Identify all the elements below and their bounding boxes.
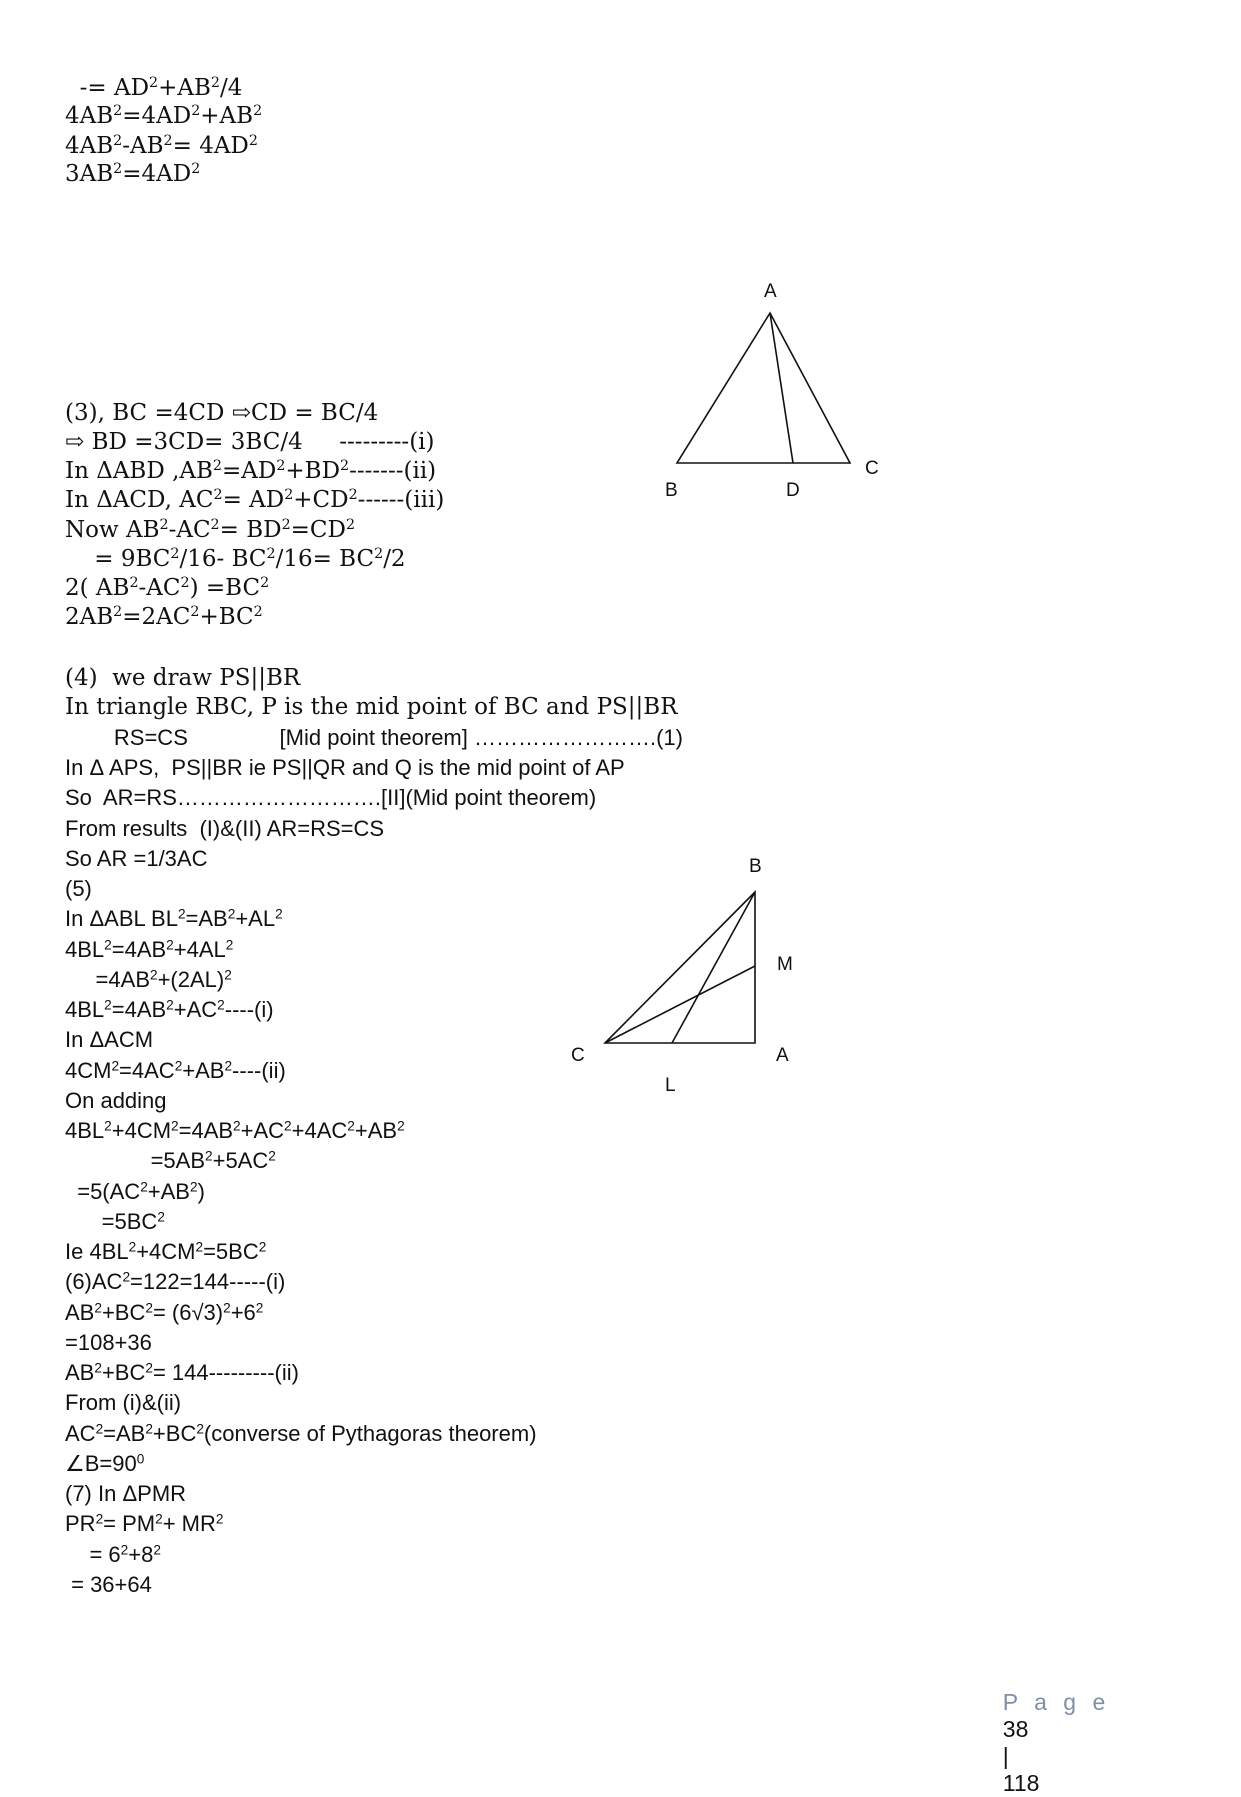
text-line: ⇨ BD =3CD= 3BC/4 ---------(i) — [65, 429, 435, 455]
text-line: = 36+64 — [65, 1572, 152, 1597]
text-line: In Δ APS, PS||BR ie PS||QR and Q is the mid point of AP — [65, 755, 625, 780]
triangle-abd-figure — [650, 270, 900, 510]
total-pages: 118 — [1002, 1770, 1040, 1796]
point-label-d: D — [786, 480, 800, 501]
text-line: =108+36 — [65, 1330, 152, 1355]
text-line: From results (I)&(II) AR=RS=CS — [65, 816, 385, 841]
text-line: RS=CS [Mid point theorem] …………………….(1) — [65, 725, 683, 750]
text-line: = $6^2+8^2$ — [65, 1542, 161, 1567]
text-line: $4AB^2=4AD^2+AB^2$ — [65, 103, 263, 129]
text-line: $4BL^2=4AB^2+4AL^2$ — [65, 937, 234, 962]
text-line: In triangle RBC, P is the mid point of BC and PS||BR — [65, 694, 678, 720]
text-line: $=5AB^2+5AC^2$ — [65, 1148, 276, 1173]
vertex-label-c: C — [865, 458, 879, 479]
footer-separator: | — [1002, 1743, 1009, 1769]
page-footer — [990, 1662, 1110, 1797]
triangle-cab — [605, 892, 755, 1043]
text-line: In ΔACD, $AC^2= AD^2+CD^2------(iii)$ — [65, 487, 445, 513]
text-line: $4BL^2+4CM^2=4AB^2+AC^2+4AC^2+AB^2$ — [65, 1118, 405, 1143]
text-line: On adding — [65, 1088, 167, 1113]
text-line: So AR=RS……………………….[II](Mid point theorem) — [65, 785, 597, 810]
text-line: $=5(AC^2+AB^2)$ — [65, 1179, 205, 1204]
text-line: $AB^2+BC^2= (6√3)^2+6^2$ — [65, 1300, 264, 1325]
text-line: (7) In ΔPMR — [65, 1481, 187, 1506]
text-line: $AC^2=AB^2+BC^2(converse$ of Pythagoras theorem) — [65, 1421, 537, 1446]
text-line: $PR^2= PM^2+ MR^2$ — [65, 1511, 224, 1536]
text-line: 2( $AB^2-AC^2) =BC^2$ — [65, 575, 270, 601]
median-cm — [605, 966, 755, 1043]
text-line: $4AB^2-AB^2= 4AD^2$ — [65, 133, 258, 159]
text-line: $3AB^2=4AD^2$ — [65, 161, 201, 187]
page-word: P a g e — [1002, 1689, 1111, 1715]
text-line: $2AB^2=2AC^2+BC^2$ — [65, 604, 263, 630]
text-line: $4BL^2=4AB^2+AC^2----(i)$ — [65, 997, 274, 1022]
text-line: In ΔACM — [65, 1027, 154, 1052]
text-line: So AR =1/3AC — [65, 846, 208, 871]
text-line: Ie $4BL^2+4CM^2=5BC^2$ — [65, 1239, 267, 1264]
text-line: In ΔABD $,AB^2=AD^2+BD^2-------(ii)$ — [65, 458, 437, 484]
text-line: $=5BC^2$ — [65, 1209, 165, 1234]
vertex-label-c: C — [571, 1045, 585, 1066]
text-line: In ΔABL $BL^2=AB^2+AL^2$ — [65, 906, 283, 931]
median-bl — [672, 892, 755, 1043]
vertex-label-b: B — [749, 856, 762, 877]
triangle-abc — [677, 313, 850, 463]
text-line: $AB^2+BC^2= 144---------(ii)$ — [65, 1360, 299, 1385]
text-line: From (i)&(ii) — [65, 1390, 182, 1415]
text-line: Now $AB^2-AC^2= BD^2=CD^2$ — [65, 517, 356, 543]
text-line: $4CM^2=4AC^2+AB^2----(ii)$ — [65, 1058, 286, 1083]
text-line: $\angle B=90^0$ — [65, 1451, 145, 1476]
text-line: = $9BC^2/16-$ $BC^2/16= BC^2/2$ — [65, 546, 406, 572]
text-line: $=4AB^2+(2AL)^2$ — [65, 967, 232, 992]
vertex-label-a: A — [776, 1045, 789, 1066]
text-line: (3), BC =4CD ⇨CD = BC/4 — [65, 400, 379, 426]
text-line: (4) we draw PS||BR — [65, 665, 301, 691]
text-line: $(6)AC^2=122=144-----(i)$ — [65, 1269, 286, 1294]
point-label-l: L — [665, 1075, 676, 1096]
text-line: -= $AD^2+AB^2/4$ — [65, 75, 243, 101]
vertex-label-b: B — [665, 480, 678, 501]
text-line: (5) — [65, 876, 92, 901]
vertex-label-a: A — [764, 281, 777, 302]
page-number: 38 — [1002, 1716, 1029, 1742]
right-triangle-figure — [555, 850, 815, 1100]
point-label-m: M — [777, 954, 793, 975]
